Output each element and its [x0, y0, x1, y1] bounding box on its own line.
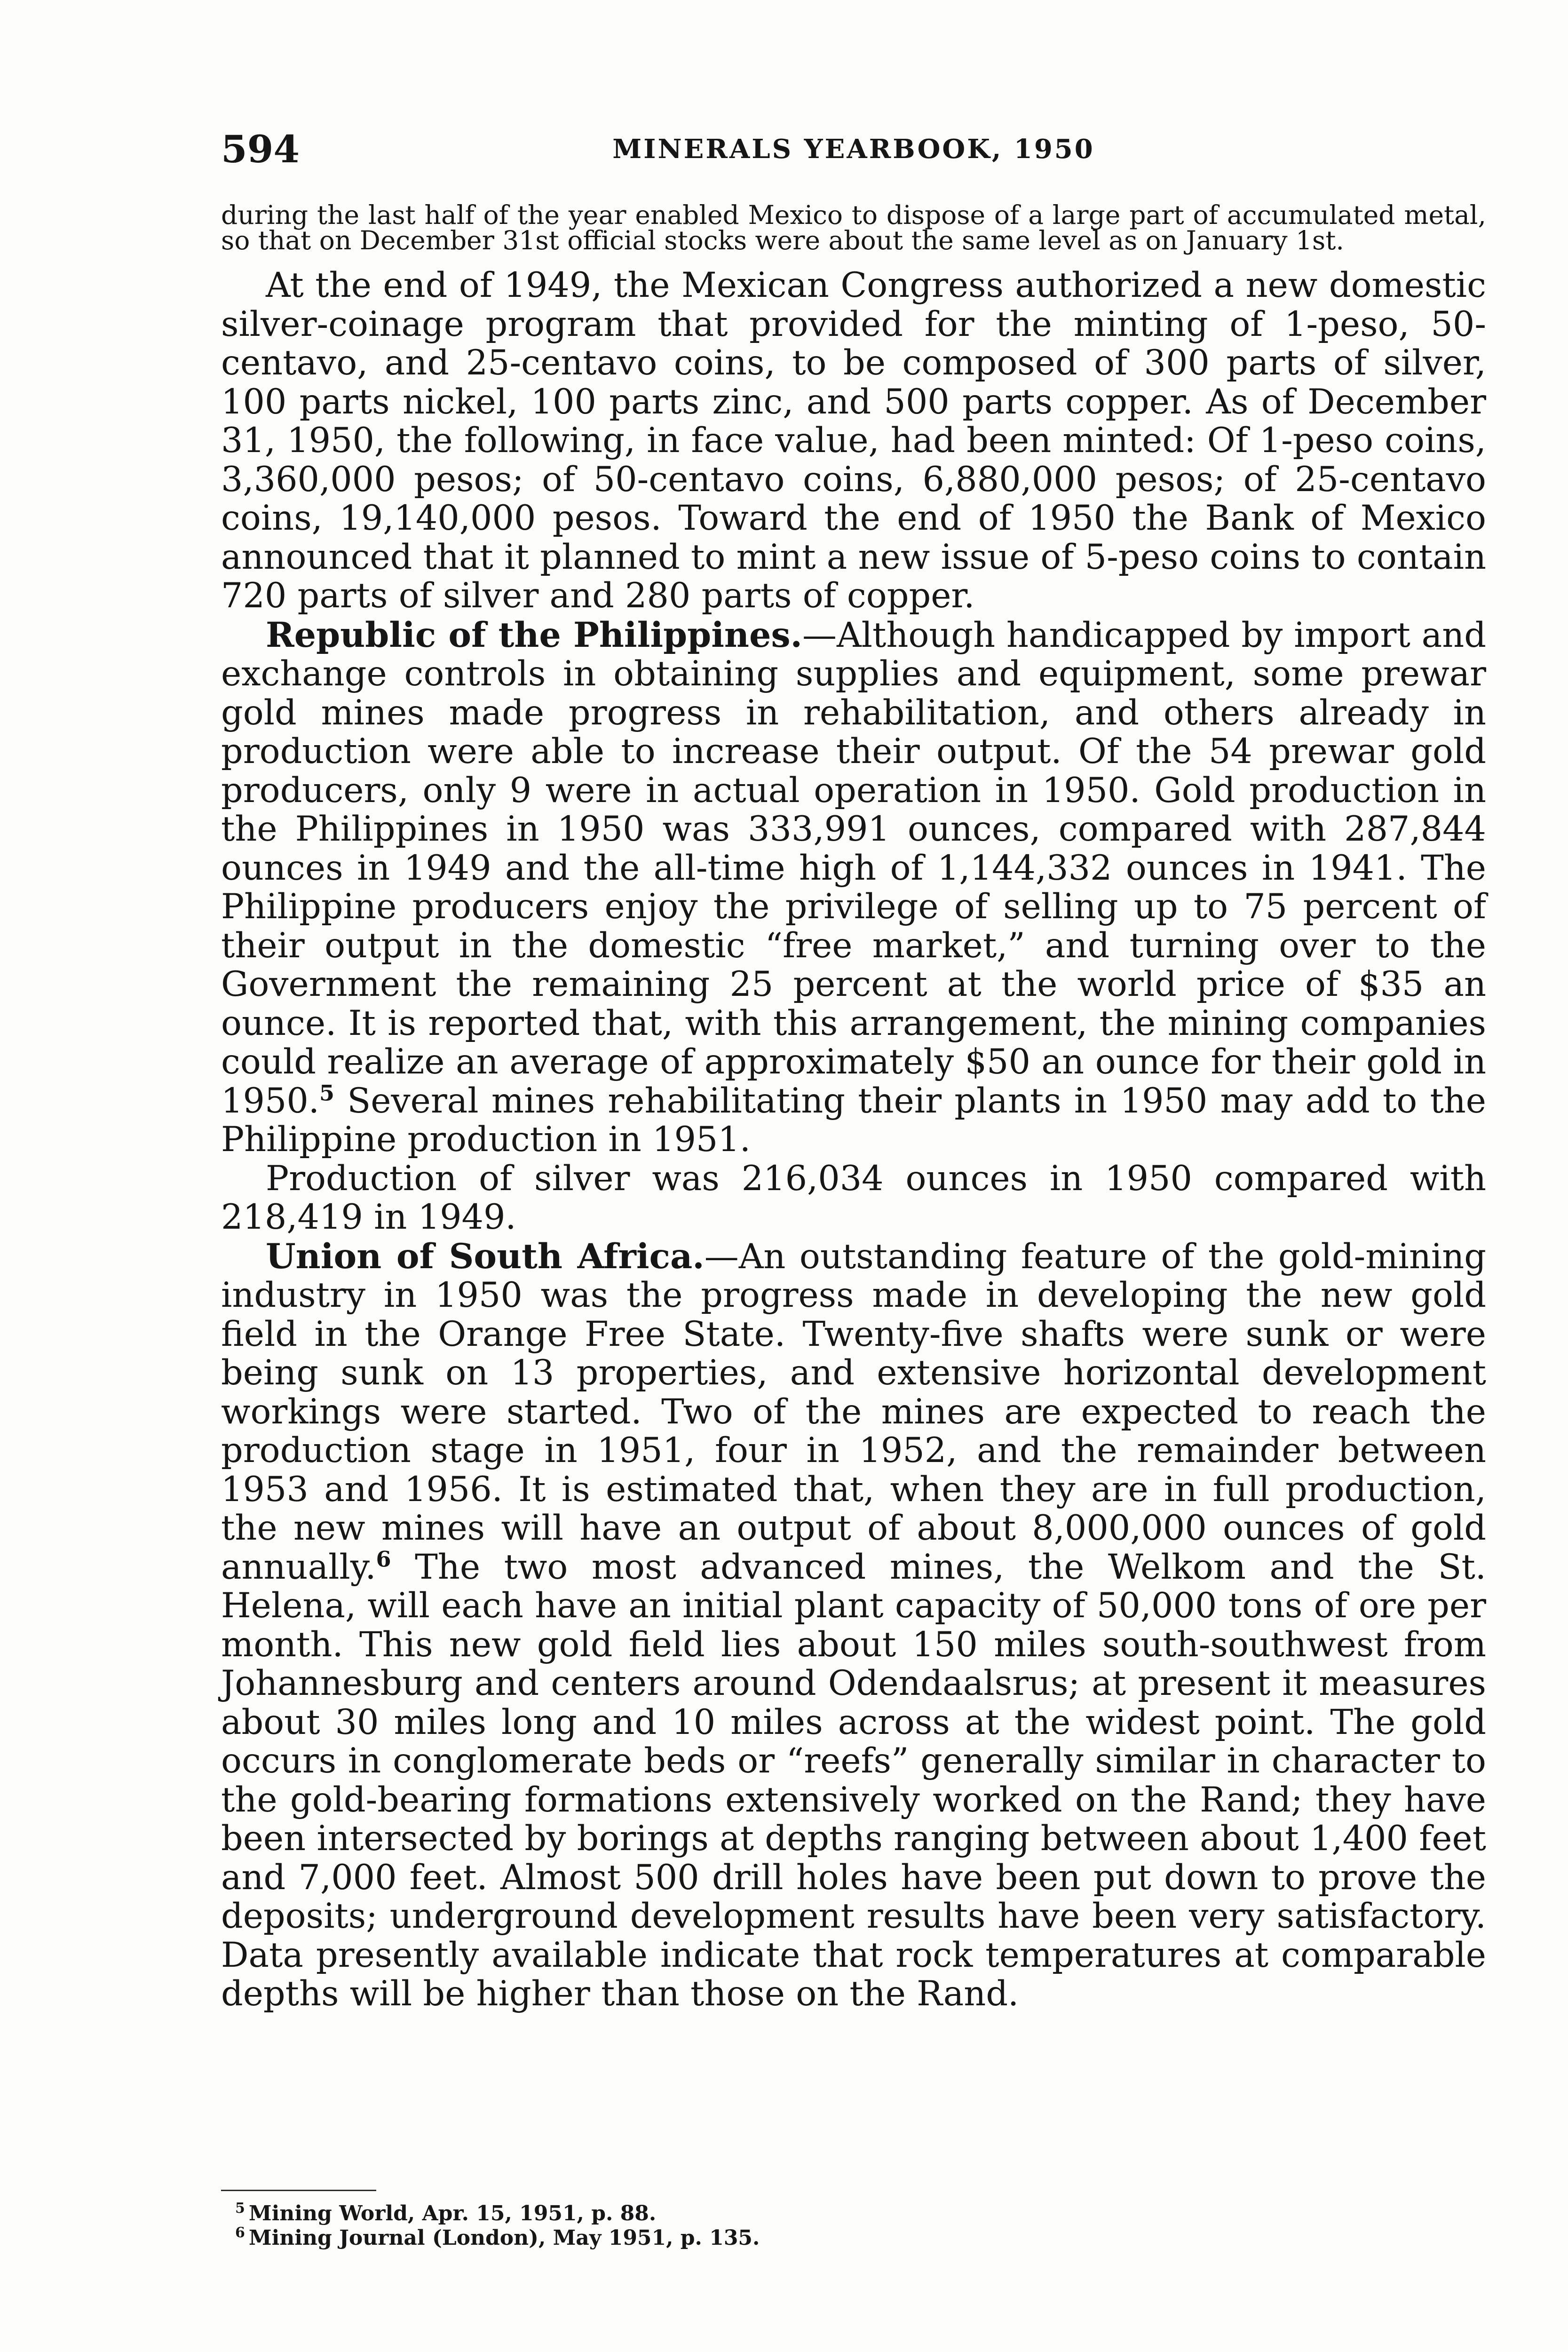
running-title: MINERALS YEARBOOK, 1950	[612, 134, 1095, 165]
footnote-divider	[221, 2190, 376, 2191]
philippines-text-b: Several mines rehabilitating their plants in 1950 may add to the Philippine production in 1951.	[221, 1081, 1486, 1160]
paragraph-mexico-coinage: At the end of 1949, the Mexican Congress authorized a new domestic silver-coinage program that provided for the minting of 1-peso, 50-centavo, and 25-centavo coins, to be composed of 300 parts of silver, 100 parts nickel, 100 parts zinc, and 500 parts copper. As of December 31, 1950, the following, in face value, had been minted: Of 1-peso coins, 3,360,000 pesos; of 50-centavo coins, 6,880,000 pesos; of 25-centavo coins, 19,140,000 pesos. Toward the end of 1950 the Bank of Mexico announced that it planned to mint a new issue of 5-peso coins to contain 720 parts of silver and 280 parts of copper.	[221, 265, 1486, 616]
section-heading-south-africa: Union of South Africa.	[266, 1236, 705, 1277]
continued-paragraph: during the last half of the year enabled Mexico to dispose of a large part of accumulated metal, so that on December 31st official stocks were about the same level as on January 1st.	[221, 200, 1486, 255]
page-number: 594	[221, 127, 300, 171]
footnote-reference: 6	[376, 1546, 391, 1572]
south-africa-text-a: —An outstanding feature of the gold-mining industry in 1950 was the progress made in developing the new gold field in the Orange Free State. Twenty-five shafts were sunk or were being sunk on 13 properties, and extensive horizontal development workings were started. Two of the mines are expected to reach the production stage in 1951, four in 1952, and the remainder between 1953 and 1956. It is estimated that, when they are in full production, the new mines will have an output of about 8,000,000 ounces of gold annually.	[221, 1236, 1486, 1587]
footnote-item	[221, 2201, 1162, 2226]
south-africa-text-b: The two most advanced mines, the Welkom and the St. Helena, will each have an initial plant capacity of 50,000 tons of ore per month. This new gold field lies about 150 miles south-southwest from Johannesburg and centers around Odendaalsrus; at present it measures about 30 miles long and 10 miles across at the widest point. The gold occurs in conglomerate beds or “reefs” generally similar in character to the gold-bearing formations extensively worked on the Rand; they have been intersected by borings at depths ranging between about 1,400 feet and 7,000 feet. Almost 500 drill holes have been put down to prove the deposits; underground development results have been very satisfactory. Data presently available indicate that rock temperatures at comparable depths will be higher than those on the Rand.	[221, 1547, 1486, 2014]
footnote-text: Mining Journal (London), May 1951, p. 135.	[248, 2226, 760, 2250]
footnote-mark: 5	[235, 2200, 245, 2217]
footnote-text: Mining World, Apr. 15, 1951, p. 88.	[248, 2201, 657, 2225]
paragraph-south-africa	[221, 1237, 1486, 2014]
paragraph-philippines	[221, 616, 1486, 1160]
page-content	[221, 202, 1486, 2014]
footnote-item	[221, 2226, 1162, 2250]
footnotes	[221, 2201, 1162, 2250]
footnote-reference: 5	[319, 1080, 334, 1106]
section-heading-philippines: Republic of the Philippines.	[266, 614, 802, 655]
page-header	[221, 123, 1486, 175]
body-text	[221, 266, 1486, 2014]
philippines-text-a: —Although handicapped by import and exchange controls in obtaining supplies and equipment, some prewar gold mines made progress in rehabilitation, and others already in production were able to increase their output. Of the 54 prewar gold producers, only 9 were in actual operation in 1950. Gold production in the Philippines in 1950 was 333,991 ounces, compared with 287,844 ounces in 1949 and the all-time high of 1,144,332 ounces in 1941. The Philippine producers enjoy the privilege of selling up to 75 percent of their output in the domestic “free market,” and turning over to the Government the remaining 25 percent at the world price of $35 an ounce. It is reported that, with this arrangement, the mining companies could realize an average of approximately $50 an ounce for their gold in 1950.	[221, 615, 1486, 1121]
footnote-mark: 6	[235, 2225, 245, 2241]
paragraph-philippines-silver: Production of silver was 216,034 ounces in 1950 compared with 218,419 in 1949.	[221, 1158, 1486, 1237]
